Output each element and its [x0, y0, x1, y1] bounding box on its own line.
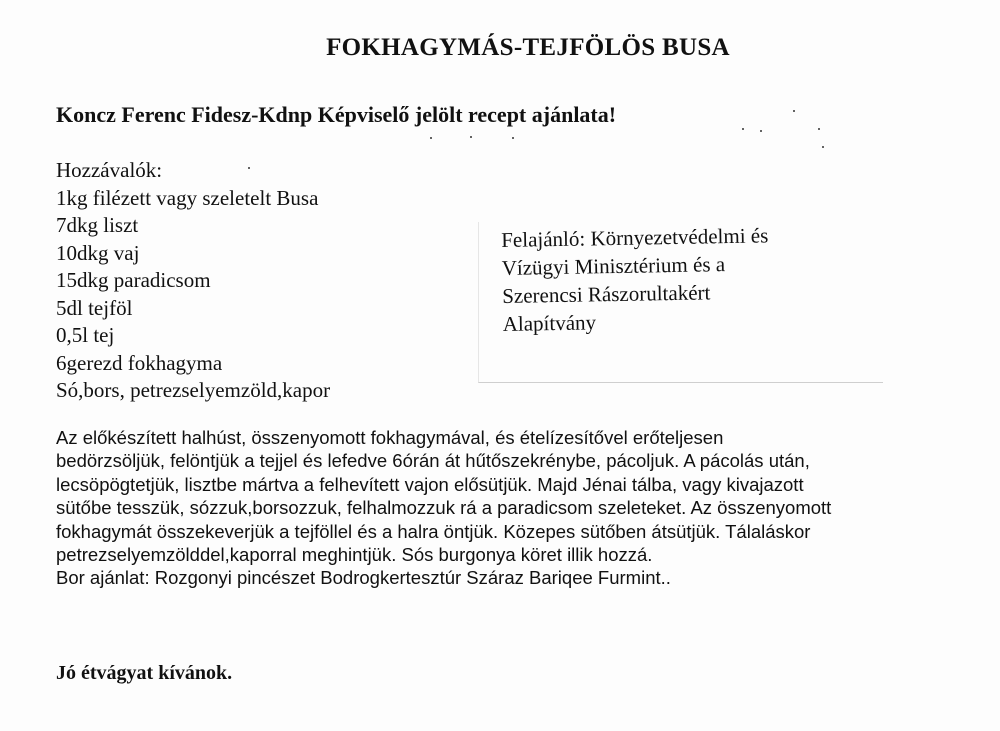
scan-speck [470, 136, 472, 138]
ingredient-item: 1kg filézett vagy szeletelt Busa [56, 185, 319, 210]
preparation-line: petrezselyemzölddel,kaporral meghintjük. Sós burgonya köret illik hozzá. [56, 544, 653, 566]
scan-speck [248, 167, 250, 169]
ingredient-item: 5dl tejföl [56, 295, 133, 320]
preparation-line: Az előkészített halhúst, összenyomott fokhagymával, és ételízesítővel erőteljesen [56, 427, 724, 448]
preparation-line: sütőbe tesszük, sózzuk,borsozzuk, felhalmozzuk rá a paradicsom szeleteket. Az összenyomott [56, 497, 832, 519]
ingredient-item: Só,bors, petrezselyemzöld,kapor [56, 378, 331, 402]
ingredients-list [56, 157, 330, 405]
offer-line: Szerencsi Rászorultakért [502, 280, 711, 308]
ingredient-item: 0,5l tej [56, 323, 115, 347]
preparation-line: lecsöpögtetjük, lisztbe mártva a felhevített vajon elősütjük. Majd Jénai tálba, vagy kivajazott [56, 473, 804, 495]
offer-line: Alapítvány [502, 310, 597, 336]
offer-text [501, 220, 863, 338]
ingredients-heading: Hozzávalók: [56, 158, 163, 182]
ingredient-item: 7dkg liszt [56, 213, 139, 237]
scan-speck [793, 110, 795, 112]
scan-speck [760, 130, 762, 132]
scan-speck [742, 128, 744, 130]
preparation-line: bedörzsöljük, felöntjük a tejjel és lefedve 6órán át hűtőszekrénybe, pácoljuk. A pácolás után, [56, 450, 810, 472]
recipe-title: FOKHAGYMÁS-TEJFÖLÖS BUSA [326, 34, 730, 61]
ingredient-item: 6gerezd fokhagyma [56, 350, 223, 375]
scan-speck [818, 128, 820, 130]
ingredient-item: 10dkg vaj [56, 240, 140, 265]
scan-speck [430, 137, 432, 139]
preparation-text [56, 426, 956, 590]
preparation-line: fokhagymát összekeverjük a tejföllel és a halra öntjük. Közepes sütőben átsütjük. Tálaláskor [56, 520, 811, 542]
closing-greeting: Jó étvágyat kívánok. [56, 662, 233, 684]
scan-speck [822, 146, 824, 148]
wine-recommendation: Bor ajánlat: Rozgonyi pincészet Bodrogkertesztúr Száraz Bariqee Furmint.. [56, 567, 671, 589]
offer-line: Vízügyi Minisztérium és a [501, 252, 726, 280]
recipe-subtitle: Koncz Ferenc Fidesz-Kdnp Képviselő jelölt recept ajánlata! [56, 102, 617, 127]
scan-speck [512, 137, 514, 139]
offer-line: Felajánló: Környezetvédelmi és [501, 223, 769, 252]
ingredient-item: 15dkg paradicsom [56, 268, 211, 292]
offer-box [478, 222, 883, 383]
